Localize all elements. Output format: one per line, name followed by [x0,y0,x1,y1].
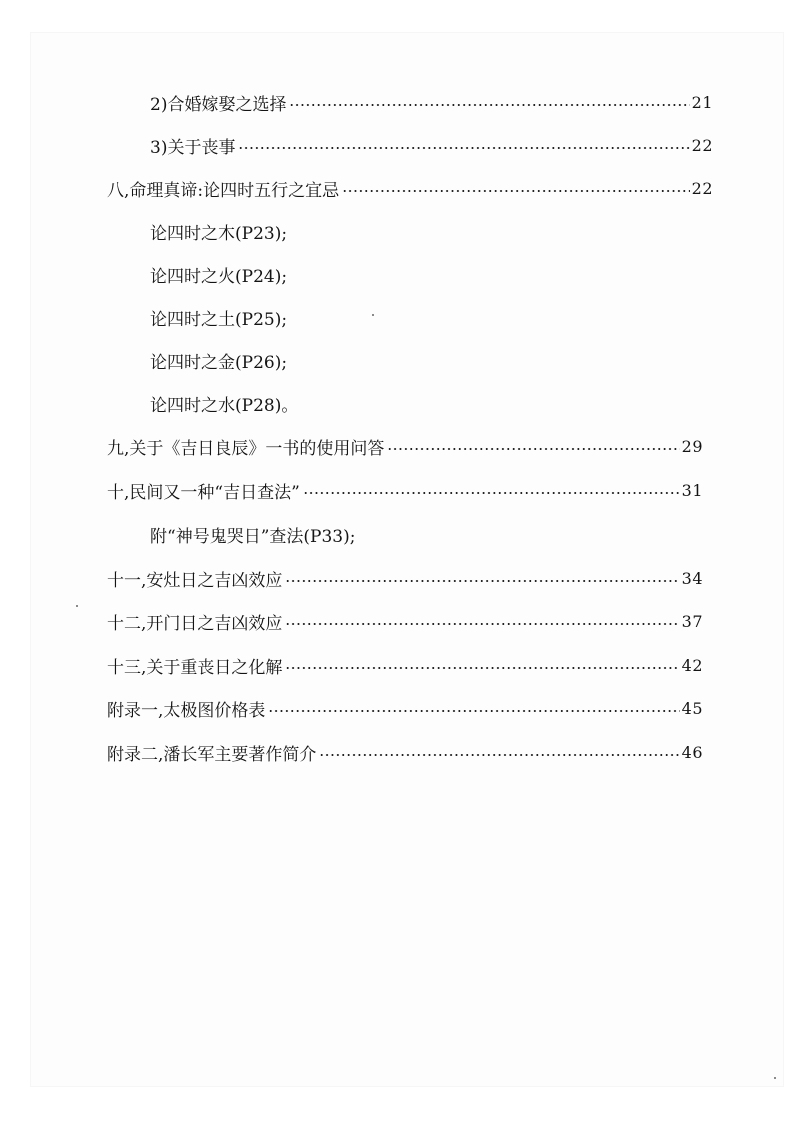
toc-entry-page: 45 [681,698,703,718]
toc-subentry [150,302,450,332]
toc-entry [107,606,703,636]
toc-entry-page: 37 [681,611,703,631]
toc-entry-page: 46 [681,742,703,762]
toc-entry-page: 34 [681,568,703,588]
toc-entry [107,173,713,203]
toc-entry-title: 十三,关于重丧日之化解 [107,657,283,678]
toc-entry-title: 论四时之金(P26); [150,352,288,373]
dot-leader [285,623,679,625]
dot-leader [285,580,679,582]
toc-entry [107,475,703,505]
toc-entry-title: 附录一,太极图价格表 [107,700,266,721]
dot-leader [289,104,689,106]
toc-subentry [150,216,450,246]
scan-speck [76,605,78,607]
toc-entry [107,650,703,680]
dot-leader [342,190,690,192]
toc-entry-title: 八,命理真谛:论四时五行之宜忌 [107,180,340,201]
dot-leader [285,667,679,669]
toc-entry-title: 论四时之水(P28)。 [150,395,299,416]
toc-entry [107,693,703,723]
toc-entry [150,87,713,117]
toc-entry-title: 2)合婚嫁娶之选择 [150,94,287,115]
toc-entry-page: 22 [691,178,713,198]
toc-subentry [150,388,450,418]
toc-entry [107,563,703,593]
toc-entry-title: 十,民间又一种“吉日查法” [107,482,300,503]
toc-subentry [150,259,450,289]
toc-entry-page: 42 [681,655,703,675]
toc-entry-title: 十二,开门日之吉凶效应 [107,613,283,634]
dot-leader [238,147,689,149]
scan-speck [774,1077,776,1079]
toc-entry-title: 九,关于《吉日良辰》一书的使用问答 [107,438,385,459]
toc-entry-title: 附录二,潘长军主要著作简介 [107,744,317,765]
dot-leader [303,492,680,494]
dot-leader [268,710,679,712]
toc-entry-page: 21 [691,92,713,112]
dot-leader [387,448,679,450]
toc-entry-title: 论四时之木(P23); [150,223,288,244]
toc-entry-title: 论四时之火(P24); [150,266,288,287]
scan-speck [372,314,374,316]
dot-leader [319,754,679,756]
toc-entry-title: 3)关于丧事 [150,137,236,158]
toc-subentry [150,519,470,549]
toc-entry [150,130,713,160]
toc-subentry [150,345,450,375]
toc-entry-title: 论四时之土(P25); [150,309,288,330]
toc-entry [107,431,703,461]
toc-entry-title: 十一,安灶日之吉凶效应 [107,570,283,591]
toc-entry-page: 29 [681,436,703,456]
toc-entry-page: 31 [681,480,703,500]
toc-entry [107,737,703,767]
toc-entry-title: 附“神号鬼哭日”查法(P33); [150,526,356,547]
toc-entry-page: 22 [691,135,713,155]
